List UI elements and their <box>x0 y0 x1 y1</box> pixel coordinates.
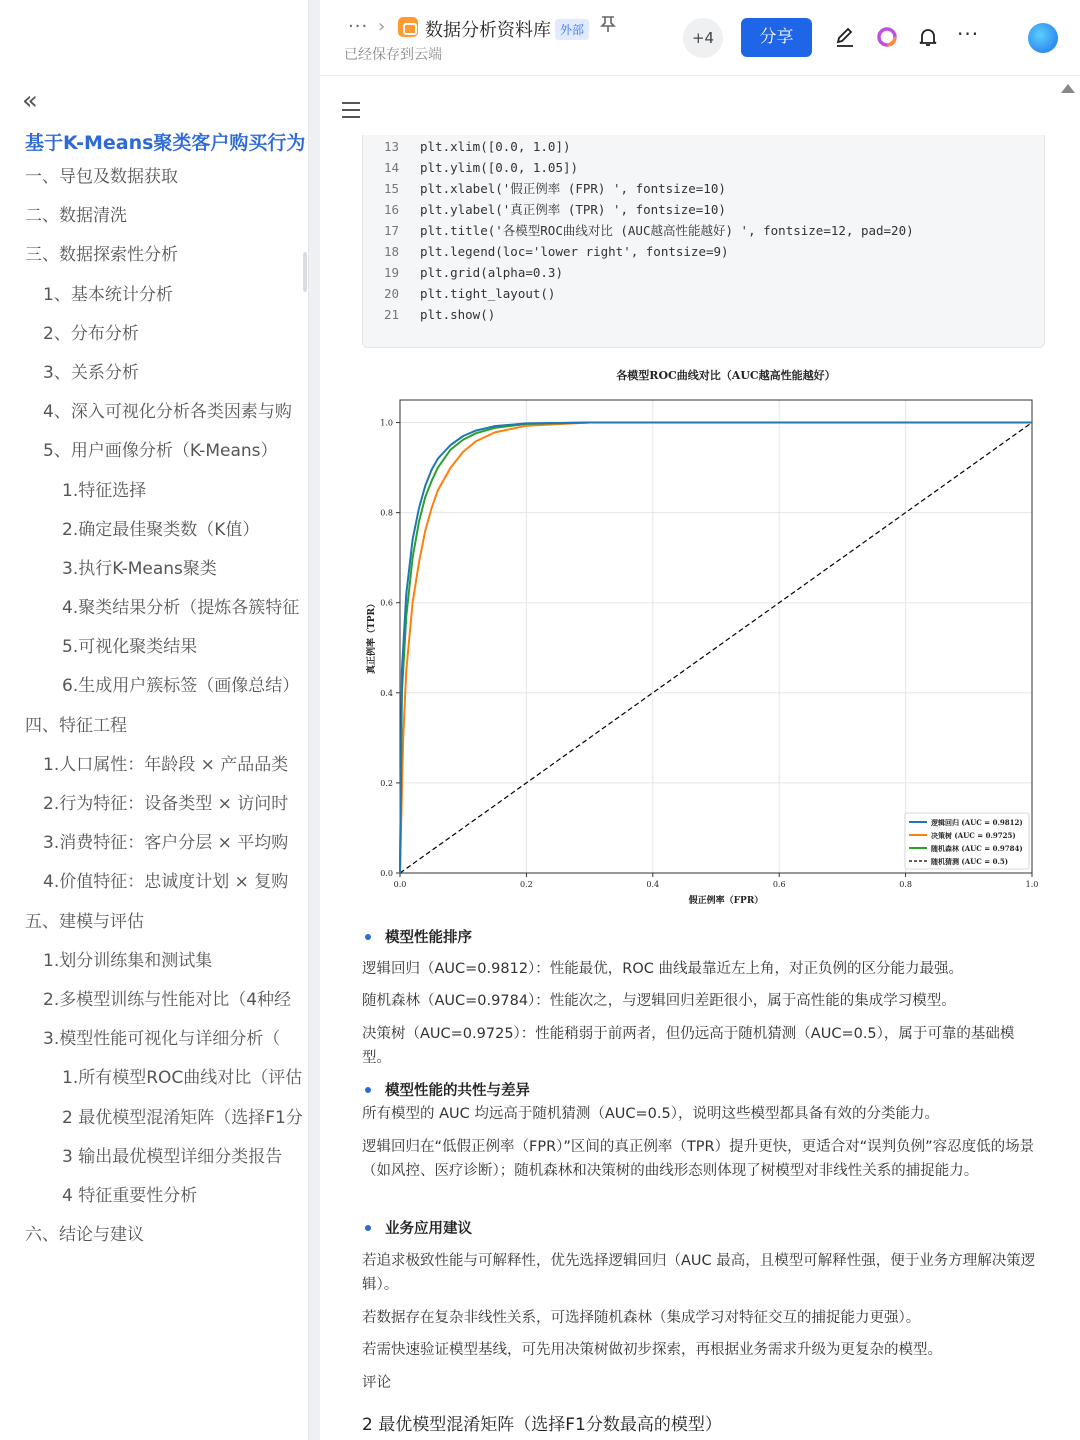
code-text: plt.tight_layout() <box>420 286 556 301</box>
code-line <box>363 220 1044 241</box>
document-content <box>320 76 1080 1440</box>
toc-item[interactable]: 5、用户画像分析（K-Means） <box>43 441 278 462</box>
y-tick-label: 1.0 <box>380 418 393 428</box>
toc-item[interactable]: 3 输出最优模型详细分类报告 <box>62 1146 283 1167</box>
y-axis-label: 真正例率（TPR） <box>367 599 377 674</box>
paragraph: 逻辑回归（AUC=0.9812）：性能最优，ROC 曲线最靠近左上角，对正负例的区分能力最强。 <box>362 961 964 977</box>
bullet-heading-commonality: 模型性能的共性与差异 <box>362 1079 530 1100</box>
section-heading: 2 最优模型混淆矩阵（选择F1分数最高的模型） <box>362 1415 722 1435</box>
line-number: 14 <box>383 160 399 175</box>
pin-icon[interactable] <box>600 15 616 37</box>
toc-item[interactable]: 1.所有模型ROC曲线对比（评估 <box>62 1068 303 1089</box>
code-text: plt.title('各模型ROC曲线对比 (AUC越高性能越好) ', fontsize=12, pad=20) <box>420 223 914 238</box>
outline-menu-icon[interactable] <box>342 102 360 123</box>
bullet-heading-business: 业务应用建议 <box>362 1217 472 1238</box>
roc-chart-svg <box>362 359 1052 909</box>
breadcrumb-title[interactable]: 数据分析资料库 <box>425 20 551 41</box>
x-tick-label: 0.4 <box>646 880 660 889</box>
toc-item[interactable]: 2 最优模型混淆矩阵（选择F1分 <box>62 1107 303 1128</box>
toc-item[interactable]: 2.确定最佳聚类数（K值） <box>62 519 260 540</box>
toc-item[interactable]: 一、导包及数据获取 <box>25 167 178 187</box>
share-button[interactable]: 分享 <box>741 18 812 57</box>
y-tick-label: 0.0 <box>380 869 393 878</box>
toc-item[interactable]: 1.划分训练集和测试集 <box>43 950 213 971</box>
line-number: 21 <box>383 307 399 322</box>
line-number: 13 <box>383 139 399 154</box>
top-bar <box>320 0 1080 76</box>
roc-chart <box>362 359 1052 909</box>
code-text: plt.ylim([0.0, 1.05]) <box>420 160 579 175</box>
toc-item[interactable]: 4 特征重要性分析 <box>62 1185 198 1206</box>
paragraph: 若追求极致性能与可解释性，优先选择逻辑回归（AUC 最高，且模型可解释性强，便于业务方理解决策逻辑）。 <box>362 1253 1036 1293</box>
external-badge: 外部 <box>555 19 589 40</box>
y-tick-label: 0.6 <box>380 598 393 608</box>
toc-item[interactable]: 3.执行K-Means聚类 <box>62 558 217 579</box>
paragraph: 随机森林（AUC=0.9784）：性能次之，与逻辑回归差距很小，属于高性能的集成学习模型。 <box>362 993 956 1009</box>
legend-label: 决策树 (AUC = 0.9725) <box>931 831 1016 840</box>
series-line-3 <box>400 423 1032 874</box>
code-text: plt.grid(alpha=0.3) <box>420 265 563 280</box>
legend-label: 逻辑回归 (AUC = 0.9812) <box>931 818 1023 827</box>
code-text: plt.show() <box>420 307 496 322</box>
toc-item[interactable]: 3.模型性能可视化与详细分析（ <box>43 1029 281 1050</box>
toc-item[interactable]: 4.价值特征：忠诚度计划 × 复购 <box>43 872 289 893</box>
y-tick-label: 0.8 <box>380 508 393 518</box>
line-number: 18 <box>383 244 399 259</box>
toc-item[interactable]: 2.多模型训练与性能对比（4种经 <box>43 989 292 1010</box>
sidebar <box>0 0 308 1440</box>
code-text: plt.ylabel('真正例率 (TPR) ', fontsize=10) <box>420 202 726 217</box>
code-line <box>363 178 1044 199</box>
x-tick-label: 0.8 <box>899 880 912 889</box>
paragraph: 所有模型的 AUC 均远高于随机猜测（AUC=0.5），说明这些模型都具备有效的分类能力。 <box>362 1106 939 1122</box>
x-axis-label: 假正例率（FPR） <box>688 896 764 906</box>
user-avatar[interactable] <box>1028 23 1058 53</box>
code-line <box>363 304 1044 325</box>
code-text: plt.legend(loc='lower right', fontsize=9) <box>420 244 729 259</box>
toc-item[interactable]: 二、数据清洗 <box>25 206 127 227</box>
y-tick-label: 0.2 <box>380 778 393 788</box>
x-tick-label: 0.6 <box>772 880 786 889</box>
toc-item[interactable]: 4、深入可视化分析各类因素与购 <box>43 402 292 423</box>
notification-bell-icon[interactable] <box>917 26 939 48</box>
toc-item[interactable]: 1.人口属性：年龄段 × 产品品类 <box>43 754 289 775</box>
line-number: 15 <box>383 181 399 196</box>
toc-item[interactable]: 六、结论与建议 <box>25 1225 144 1246</box>
code-line <box>363 241 1044 262</box>
bullet-heading-ranking: 模型性能排序 <box>362 926 472 947</box>
chart-title: 各模型ROC曲线对比（AUC越高性能越好） <box>616 369 836 382</box>
toc-item[interactable]: 6.生成用户簇标签（画像总结） <box>62 676 300 697</box>
collaborators-count[interactable]: +4 <box>683 18 723 58</box>
code-line <box>363 199 1044 220</box>
paragraph: 逻辑回归在“低假正例率（FPR）”区间的真正例率（TPR）提升更快，更适合对“误判负例”容忍度低的场景（如风控、医疗诊断）；随机森林和决策树的曲线形态则体现了树模型对非线性关系的捕捉能力。 <box>362 1139 1035 1179</box>
sidebar-resize-handle[interactable] <box>308 0 320 1440</box>
line-number: 19 <box>383 265 399 280</box>
edit-pencil-icon[interactable] <box>834 26 856 48</box>
x-tick-label: 1.0 <box>1025 880 1039 889</box>
paragraph: 若数据存在复杂非线性关系，可选择随机森林（集成学习对特征交互的捕捉能力更强）。 <box>362 1310 921 1326</box>
table-of-contents <box>0 158 308 1255</box>
toc-item[interactable]: 4.聚类结果分析（提炼各簇特征 <box>62 598 300 619</box>
toc-item[interactable]: 3.消费特征：客户分层 × 平均购 <box>43 833 289 854</box>
line-number: 20 <box>383 286 399 301</box>
toc-item[interactable]: 三、数据探索性分析 <box>25 245 178 266</box>
paragraph: 若需快速验证模型基线，可先用决策树做初步探索，再根据业务需求升级为更复杂的模型。 <box>362 1342 942 1358</box>
toc-item[interactable]: 3、关系分析 <box>43 362 139 383</box>
code-text: plt.xlim([0.0, 1.0]) <box>420 139 571 154</box>
y-tick-label: 0.4 <box>380 688 393 698</box>
collapse-sidebar-icon[interactable]: « <box>22 86 38 116</box>
breadcrumb-separator: › <box>378 16 386 37</box>
toc-item[interactable]: 1.特征选择 <box>62 480 147 501</box>
toc-item[interactable]: 2.行为特征：设备类型 × 访问时 <box>43 794 289 814</box>
breadcrumb-more-button[interactable]: ··· <box>348 16 369 37</box>
toc-item[interactable]: 5.可视化聚类结果 <box>62 637 198 658</box>
x-tick-label: 0.2 <box>520 880 533 889</box>
toc-item[interactable]: 四、特征工程 <box>25 715 127 736</box>
save-status: 已经保存到云端 <box>344 47 442 63</box>
code-line <box>363 283 1044 304</box>
code-block[interactable] <box>362 135 1045 348</box>
legend-label: 随机猜测 (AUC = 0.5) <box>931 857 1009 866</box>
more-options-icon[interactable]: ··· <box>957 22 980 46</box>
sidebar-scrollbar[interactable] <box>303 252 307 292</box>
doc-library-icon <box>398 17 418 37</box>
toc-item[interactable]: 2、分布分析 <box>43 323 139 344</box>
scroll-up-arrow-icon[interactable] <box>1061 84 1075 93</box>
code-line <box>363 262 1044 283</box>
line-number: 16 <box>383 202 399 217</box>
code-line <box>363 136 1044 157</box>
code-line <box>363 157 1044 178</box>
x-tick-label: 0.0 <box>393 880 407 889</box>
paragraph: 决策树（AUC=0.9725）：性能稍弱于前两者，但仍远高于随机猜测（AUC=0.5），属于可靠的基础模型。 <box>362 1026 1015 1066</box>
toc-item[interactable]: 五、建模与评估 <box>25 911 144 932</box>
plot-frame <box>400 400 1032 873</box>
legend-label: 随机森林 (AUC = 0.9784) <box>931 844 1023 853</box>
line-number: 17 <box>383 223 399 238</box>
code-text: plt.xlabel('假正例率 (FPR) ', fontsize=10) <box>420 181 726 196</box>
comment-link[interactable]: 评论 <box>362 1375 391 1391</box>
toc-item[interactable]: 1、基本统计分析 <box>43 284 173 305</box>
doc-title[interactable]: 基于K-Means聚类客户购买行为 <box>25 132 306 154</box>
ai-assistant-icon[interactable] <box>876 26 898 48</box>
